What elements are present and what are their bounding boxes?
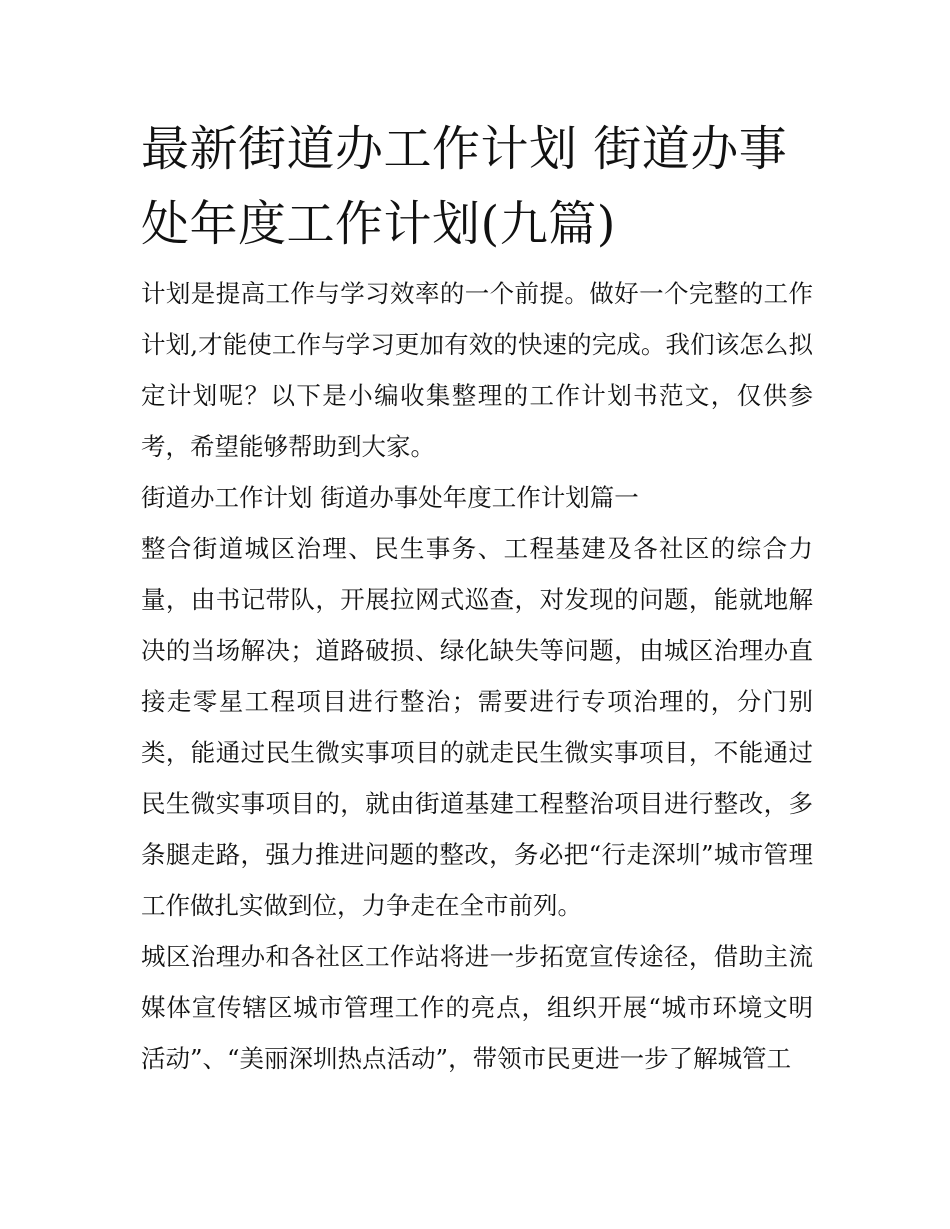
body-paragraph-2: 城区治理办和各社区工作站将进一步拓宽宣传途径，借助主流媒体宣传辖区城市管理工作的亮点，组织开展“城市环境文明活动”、“美丽深圳热点活动”，带领市民更进一步了解城管工 <box>141 942 813 1073</box>
body-paragraph-1: 整合街道城区治理、民生事务、工程基建及各社区的综合力量，由书记带队，开展拉网式巡查，对发现的问题，能就地解决的当场解决；道路破损、绿化缺失等问题，由城区治理办直接走零星工程项目进行整治；需要进行专项治理的，分门别类，能通过民生微实事项目的就走民生微实事项目，不能通过民生微实事项目的，就由街道基建工程整治项目进行整改，多条腿走路，强力推进问题的整改，务必把“行走深圳”城市管理工作做扎实做到位，力争走在全市前列。 <box>141 534 813 920</box>
intro-paragraph: 计划是提高工作与学习效率的一个前提。做好一个完整的工作计划,才能使工作与学习更加有效的快速的完成。我们该怎么拟定计划呢？以下是小编收集整理的工作计划书范文，仅供参考，希望能够帮助到大家。 <box>141 279 813 461</box>
section-heading: 街道办工作计划 街道办事处年度工作计划篇一 <box>141 483 639 512</box>
document-page <box>141 112 813 1084</box>
document-title: 最新街道办工作计划 街道办事处年度工作计划(九篇) <box>141 121 788 252</box>
